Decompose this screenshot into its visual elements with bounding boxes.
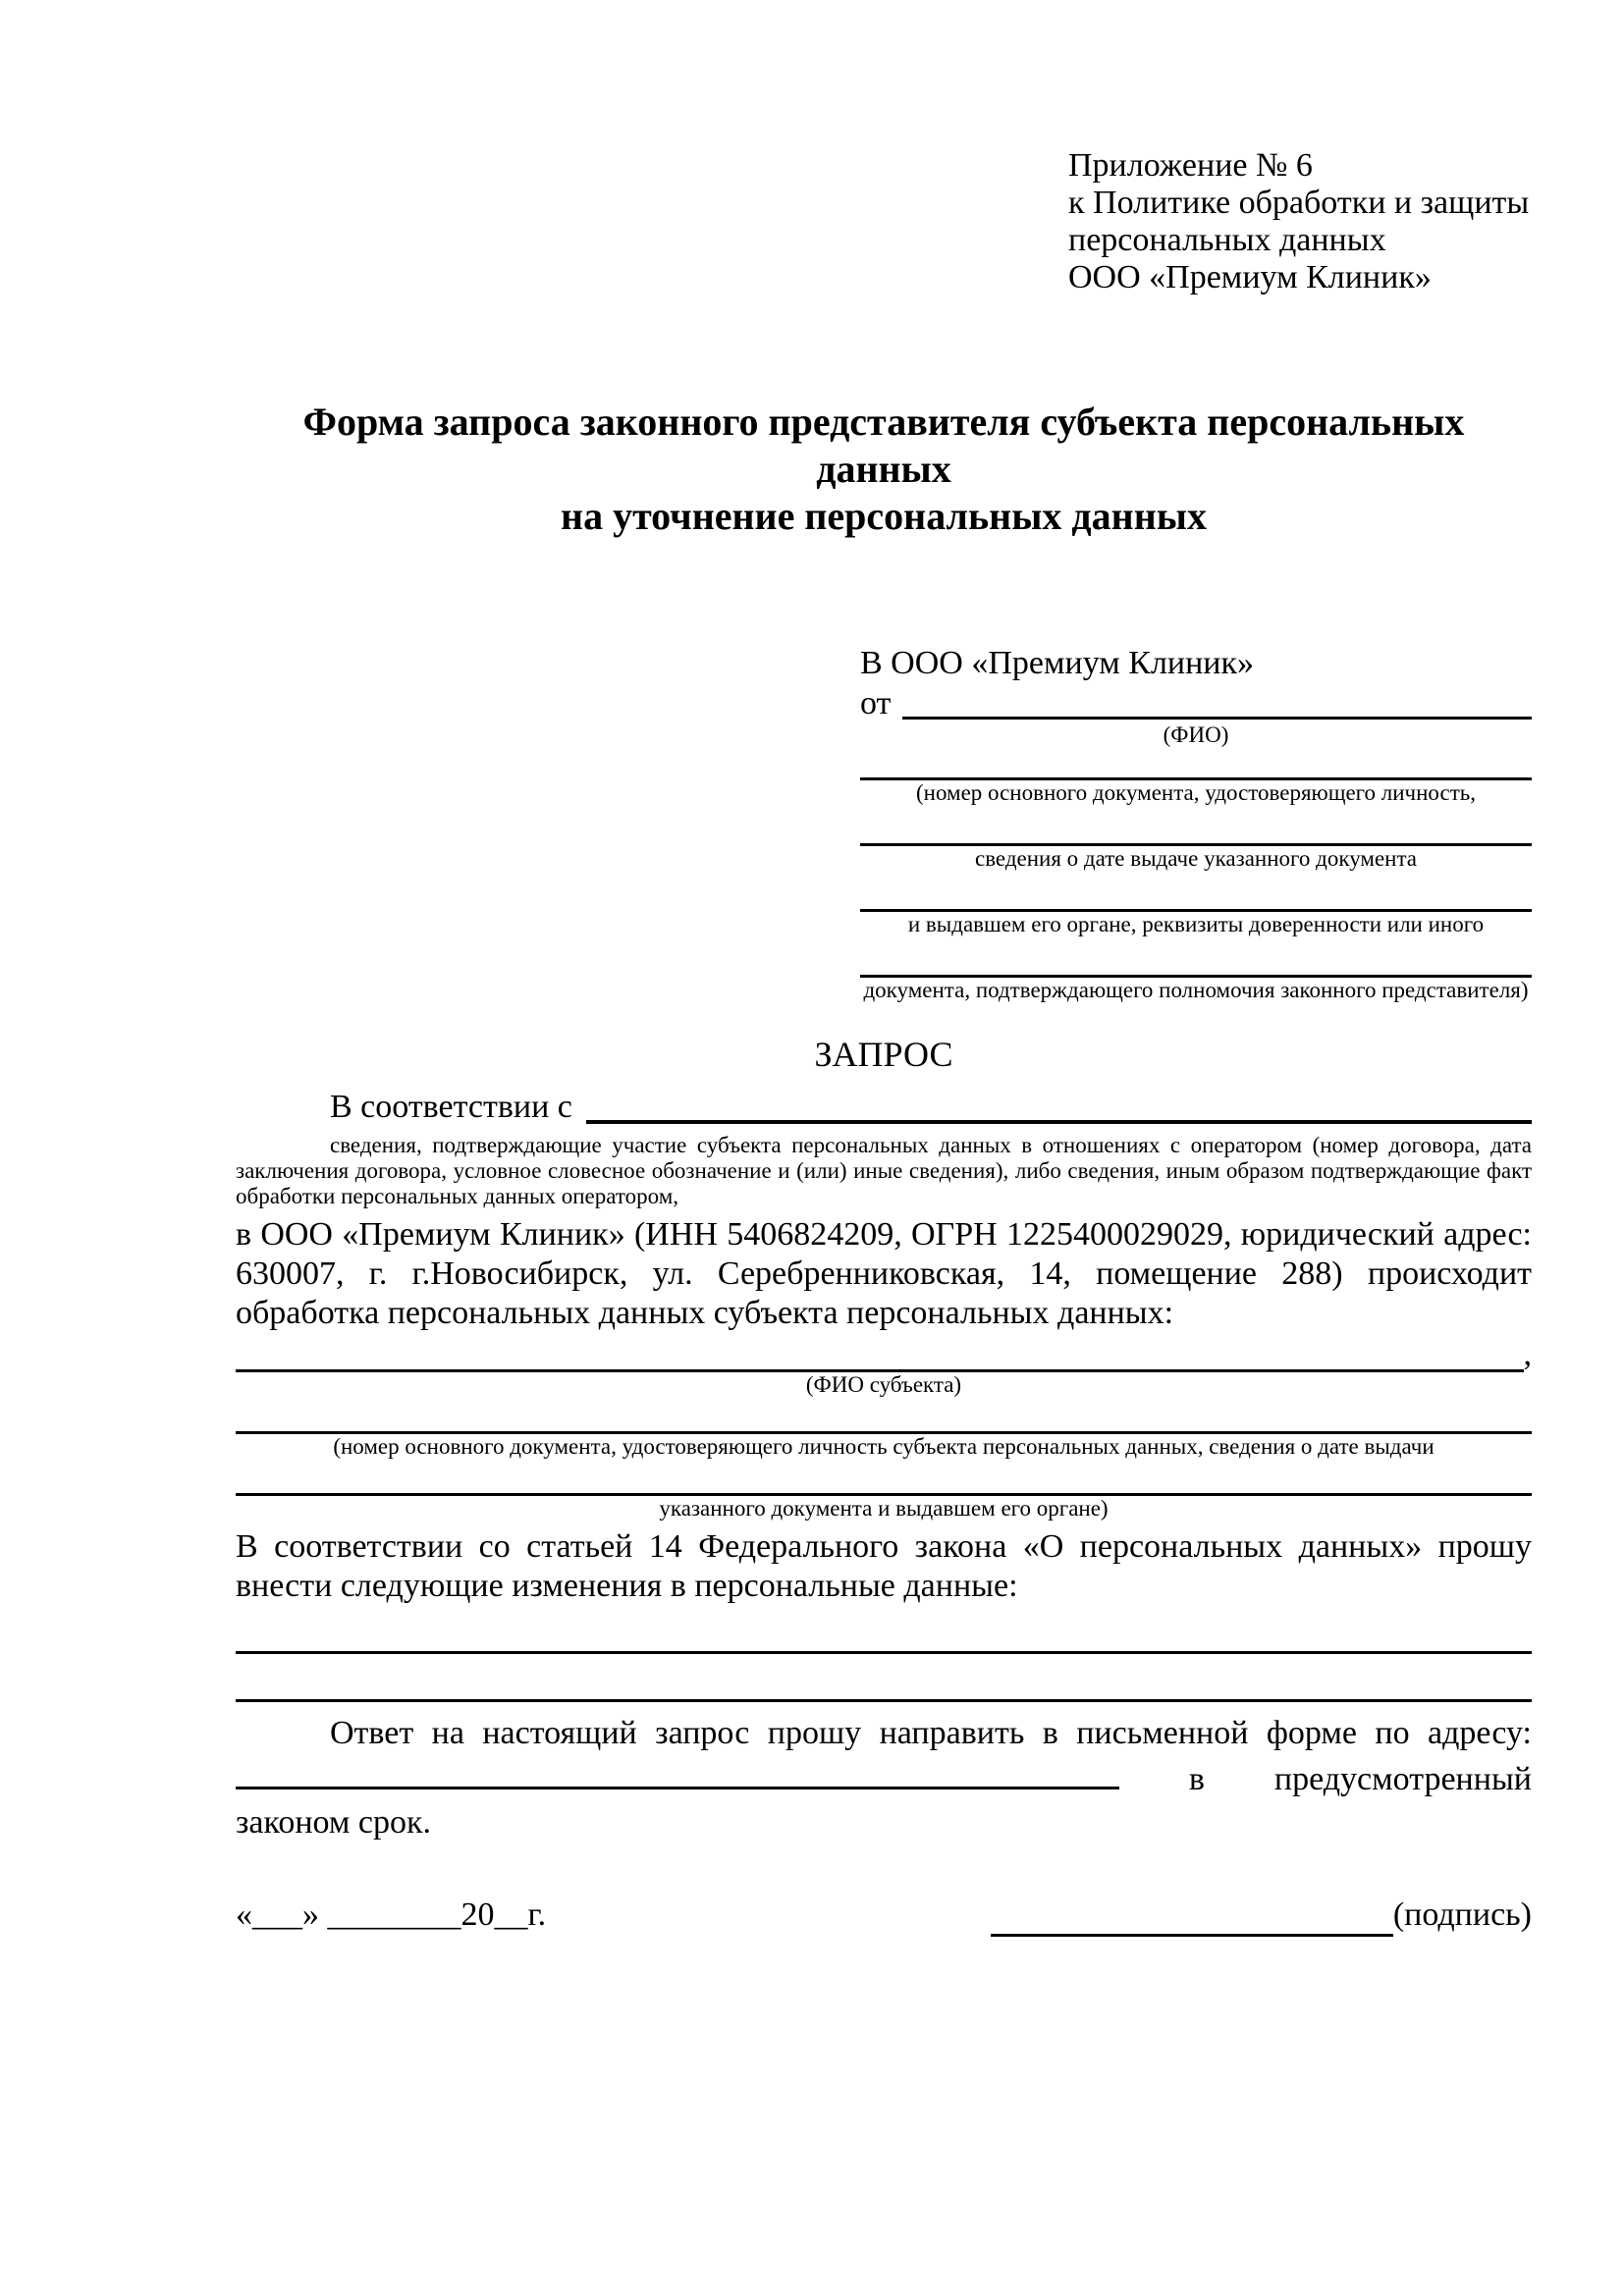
representative-doc-blank-line-3 [860,872,1532,912]
from-row [860,683,1532,722]
appendix-line-3: персональных данных [1068,222,1386,258]
representative-doc-caption-2: сведения о дате выдаче указанного документа [974,846,1418,871]
title-line-2: на уточнение персональных данных [561,494,1207,538]
representative-doc-blank-line-4 [860,937,1532,978]
reply-sentence: Ответ на настоящий запрос прошу направить в письменной форме по адресу: [330,1715,1532,1751]
addressee-organization: В ООО «Премиум Клиник» [860,645,1255,681]
signature-caption: (подпись) [1392,1896,1532,1933]
from-label: от [860,685,892,721]
representative-doc-caption-1: (номер основного документа, удостоверяющего личность, [915,780,1476,805]
basis-label: В соответствии с [330,1089,572,1125]
appendix-line-4: ООО «Премиум Клиник» [1068,259,1432,295]
reply-paragraph [236,1712,1532,1844]
subject-doc-blank-line-1 [236,1398,1532,1434]
representative-fio-blank-line [902,717,1532,720]
appendix-line-1: Приложение № 6 [1068,147,1313,184]
basis-blank-line [586,1120,1532,1124]
address-blank-line [236,1755,1119,1789]
basis-row [236,1086,1532,1129]
appendix-block [1068,147,1532,296]
signature-row [236,1894,1532,1937]
representative-doc-blank-line-1 [860,748,1532,780]
operator-paragraph: в ООО «Премиум Клиник» (ИНН 5406824209, ОГРН 1225400029029, юридический адрес: 630007, г. г.Новосибирск, ул. Серебренниковская, 14, помещение 288) происходит обработка персональных данных субъекта персональных данных: [236,1216,1532,1331]
date-line: «___» ________20__г. [236,1896,547,1933]
subject-doc-blank-line-2 [236,1460,1532,1496]
representative-doc-blank-line-2 [860,806,1532,846]
subject-doc-caption-2: указанного документа и выдавшем его органе) [659,1496,1109,1521]
signature-blank-line [991,1904,1393,1937]
subject-fio-caption: (ФИО субъекта) [805,1372,962,1397]
request-heading: ЗАПРОС [814,1035,953,1074]
subject-fio-row [236,1337,1532,1372]
changes-blank-line-2 [236,1654,1532,1702]
reply-tail: в предусмотренный законом срок. [236,1761,1532,1841]
representative-doc-caption-4: документа, подтверждающего полномочия законного представителя) [863,978,1529,1002]
subject-line-comma: , [1523,1336,1532,1372]
changes-blank-line-1 [236,1606,1532,1654]
subject-doc-caption-1: (номер основного документа, удостоверяющего личность субъекта персональных данных, сведения о дате выдачи [333,1434,1435,1459]
signature-group [991,1894,1532,1937]
title-line-1: Форма запроса законного представителя субъекта персональных данных [302,400,1465,491]
representative-doc-caption-3: и выдавшем его органе, реквизиты доверенности или иного [907,912,1485,936]
addressee-block [860,644,1532,1003]
appendix-line-2: к Политике обработки и защиты [1068,185,1530,221]
basis-caption: сведения, подтверждающие участие субъекта персональных данных в отношениях с оператором (номер договора, дата заключения договора, условное словесное обозначение и (или) иные сведения), либо сведения, иным образом подтверждающие факт обработки персональных данных оператором, [236,1133,1532,1208]
document-title [236,399,1532,540]
law-paragraph: В соответствии со статьей 14 Федерального закона «О персональных данных» прошу внести следующие изменения в персональные данные: [236,1528,1532,1604]
fio-caption: (ФИО) [1163,722,1229,747]
